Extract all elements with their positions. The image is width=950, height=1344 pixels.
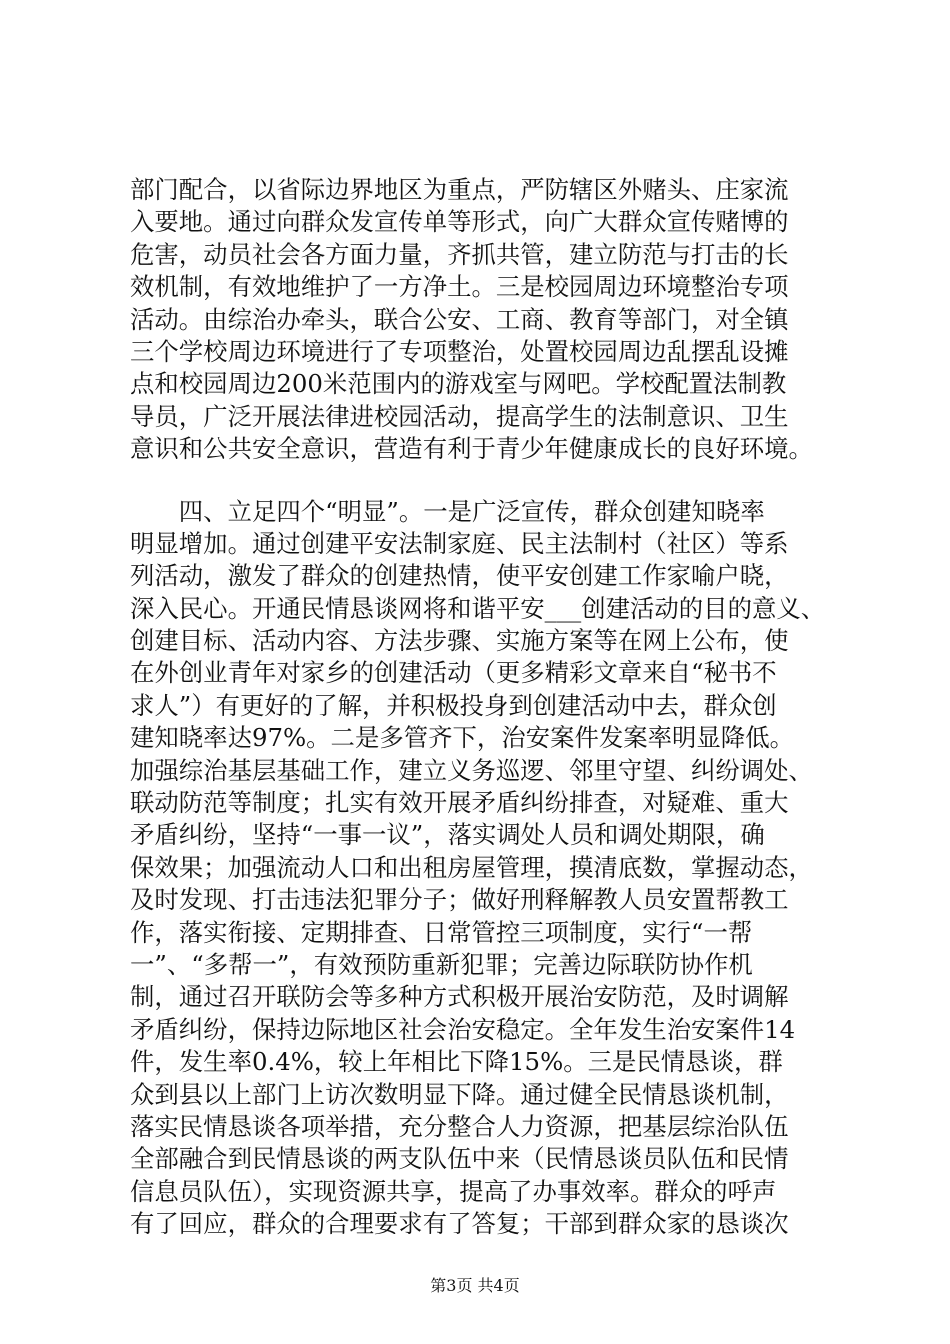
text-line: 入要地。通过向群众发宣传单等形式，向广大群众宣传赌博的 (130, 207, 789, 237)
text-line: 矛盾纠纷，坚持“一事一议”，落实调处人员和调处期限，确 (130, 820, 765, 850)
document-body (130, 174, 830, 1241)
text-line: 落实民情恳谈各项举措，充分整合人力资源，把基层综治队伍 (130, 1111, 789, 1141)
text-line: 效机制，有效地维护了一方净土。三是校园周边环境整治专项 (130, 272, 789, 302)
page-number-label: 第3页 共4页 (430, 1276, 520, 1295)
text-line: 建知晓率达97%。二是多管齐下，治安案件发案率明显降低。 (130, 723, 794, 753)
text-line: 部门配合，以省际边界地区为重点，严防辖区外赌头、庄家流 (130, 175, 789, 204)
text-line: 明显增加。通过创建平安法制家庭、民主法制村（社区）等系 (130, 528, 789, 558)
text-line: 众到县以上部门上访次数明显下降。通过健全民情恳谈机制， (130, 1079, 789, 1109)
text-line: 加强综治基层基础工作，建立义务巡逻、邻里守望、纠纷调处、 (130, 755, 813, 785)
paragraph-1 (130, 174, 830, 466)
text-line: 三个学校周边环境进行了专项整治，处置校园周边乱摆乱设摊 (130, 336, 789, 366)
text-line: 矛盾纠纷，保持边际地区社会治安稳定。全年发生治安案件14 (130, 1014, 796, 1044)
text-line: 深入民心。开通民情恳谈网将和谐平安___创建活动的目的意义、 (130, 593, 826, 623)
text-line: 点和校园周边200米范围内的游戏室与网吧。学校配置法制教 (130, 369, 787, 399)
text-line: 活动。由综治办牵头，联合公安、工商、教育等部门，对全镇 (130, 304, 789, 334)
text-line: 一”、“多帮一”，有效预防重新犯罪；完善边际联防协作机 (130, 949, 753, 979)
paragraph-2 (130, 496, 830, 1241)
text-line: 信息员队伍），实现资源共享，提高了办事效率。群众的呼声 (130, 1176, 777, 1206)
text-line: 列活动，激发了群众的创建热情，使平安创建工作家喻户晓， (130, 561, 789, 591)
text-line: 在外创业青年对家乡的创建活动（更多精彩文章来自“秘书不 (130, 658, 777, 688)
paragraph-gap (130, 466, 830, 496)
text-line: 保效果；加强流动人口和出租房屋管理，摸清底数，掌握动态， (130, 852, 813, 882)
text-line: 求人”）有更好的了解，并积极投身到创建活动中去，群众创 (130, 690, 777, 720)
text-line: 危害，动员社会各方面力量，齐抓共管，建立防范与打击的长 (130, 239, 789, 269)
text-line: 意识和公共安全意识，营造有利于青少年健康成长的良好环境。 (130, 434, 813, 464)
text-line: 有了回应，群众的合理要求有了答复；干部到群众家的恳谈次 (130, 1209, 789, 1239)
text-line: 联动防范等制度；扎实有效开展矛盾纠纷排查，对疑难、重大 (130, 788, 789, 818)
text-line: 制，通过召开联防会等多种方式积极开展治安防范，及时调解 (130, 982, 789, 1012)
text-line: 全部融合到民情恳谈的两支队伍中来（民情恳谈员队伍和民情 (130, 1144, 789, 1174)
text-line: 创建目标、活动内容、方法步骤、实施方案等在网上公布，使 (130, 626, 789, 656)
text-line: 及时发现、打击违法犯罪分子；做好刑释解教人员安置帮教工 (130, 885, 789, 915)
page-footer (0, 1273, 950, 1296)
text-line: 四、立足四个“明显”。一是广泛宣传，群众创建知晓率 (130, 496, 765, 526)
text-line: 件，发生率0.4%，较上年相比下降15%。三是民情恳谈，群 (130, 1047, 783, 1077)
text-line: 作，落实衔接、定期排查、日常管控三项制度，实行“一帮 (130, 917, 753, 947)
text-line: 导员，广泛开展法律进校园活动，提高学生的法制意识、卫生 (130, 401, 789, 431)
